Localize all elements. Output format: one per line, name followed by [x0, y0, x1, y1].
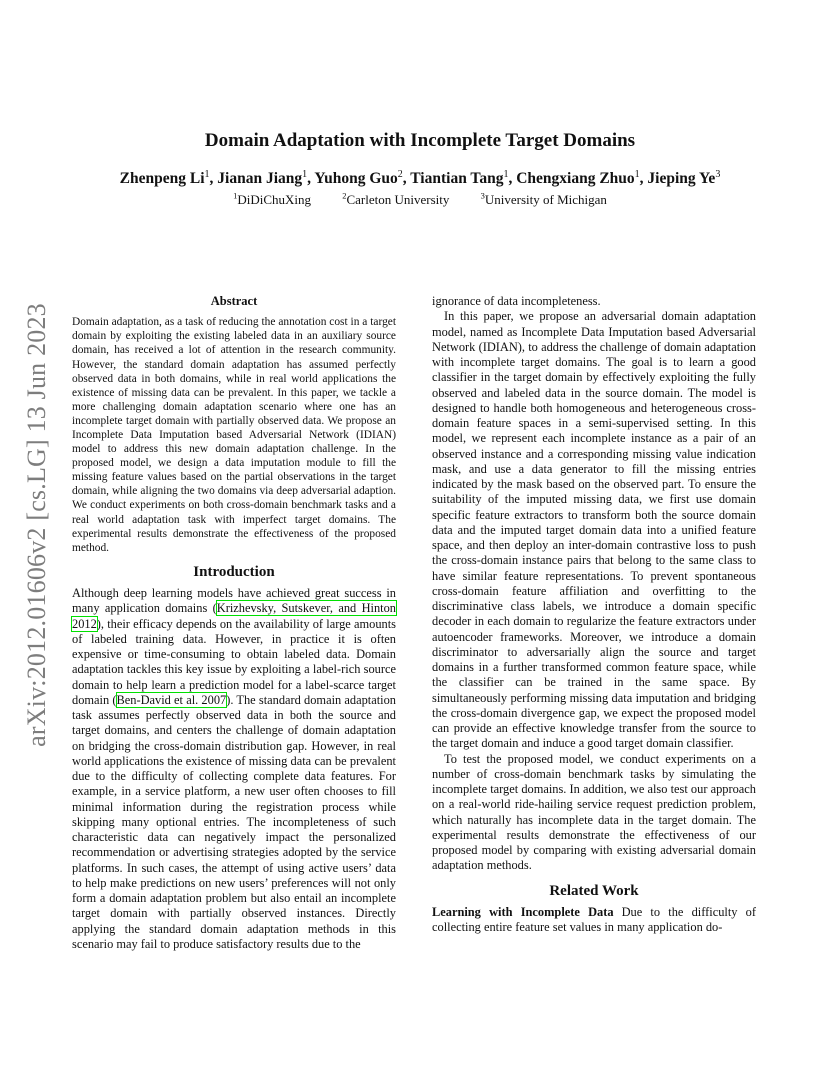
abstract-heading: Abstract — [210, 294, 258, 308]
author: Yuhong Guo$^2$ — [314, 168, 403, 187]
affiliation-list — [70, 192, 770, 208]
introduction-heading: Introduction — [193, 563, 275, 580]
right-column — [432, 294, 756, 935]
introduction-paragraph-3: To test the proposed model, we conduct experiments on a number of cross-domain benchmark tasks by simulating the incomplete target domains. In addition, we also test our approach on a real-world ride-hailing service request prediction problem, which naturally has incomplete data in the target domain. The experimental results demonstrate the effectiveness of our proposed model by comparing with existing adversarial domain adaptation methods. — [432, 751, 756, 873]
citation-link[interactable]: Krizhevsky, Sutskever, and Hinton 2012 — [72, 601, 396, 631]
introduction-paragraph-1-continued: ignorance of data incompleteness. — [432, 294, 601, 308]
author: Chengxiang Zhuo$^1$ — [516, 168, 640, 187]
author: Zhenpeng Li$^1$ — [119, 168, 210, 187]
introduction-paragraph-1: Although deep learning models have achieved great success in many application domains (Krizhevsky, Sutskever, and Hinton 2012), their efficacy depends on the availability of large amounts of labeled training data. However, in practice it is often expensive or time-consuming to obtain labeled data. Domain adaptation tackles this key issue by exploiting a label-rich source domain to help learn a prediction model for a label-scarce target domain (Ben-David et al. 2007). The standard domain adaptation task assumes perfectly observed data in both the source and target domains, and centers the challenge of domain adaptation on bridging the cross-domain distribution gap. However, in real world applications the existence of missing data can be prevalent due to the difficulty of collecting complete data features. For example, in a service platform, a new user often chooses to fill minimal information during the registration process while skipping many optional entries. The incompleteness of such characteristic data can negatively impact the personalized recommendation or advertising strategies adopted by the service platforms. In such cases, the attempt of using active users’ data to help make predictions on new users’ preferences will not only form a domain adaptation problem but also entail an incomplete target domain with partially observed instances. Directly applying the standard domain adaptation methods in this scenario may fail to produce satisfactory results due to the — [72, 586, 397, 951]
affiliation: $^1$DiDiChuXing — [233, 190, 311, 207]
author: Tiantian Tang$^1$ — [410, 168, 509, 187]
left-column — [72, 294, 396, 952]
related-work-paragraph: Learning with Incomplete Data Due to the difficulty of collecting entire feature set values in many application do- — [432, 904, 757, 934]
arxiv-identifier-text: arXiv:2012.01606v2 [cs.LG] 13 Jun 2023 — [22, 303, 51, 747]
paper-title: Domain Adaptation with Incomplete Target Domains — [204, 130, 636, 151]
paragraph-heading: Learning with Incomplete Data — [432, 904, 614, 919]
abstract-text: Domain adaptation, as a task of reducing the annotation cost in a target domain by exploiting the existing labeled data in an auxiliary source domain, has received a lot of attention in the research community. However, the standard domain adaptation has assumed perfectly observed data in both domains, while in real world applications the existence of missing data can be prevalent. In this paper, we tackle a more challenging domain adaptation scenario where one has an incomplete target domain with partially observed data. We propose an Incomplete Data Imputation based Adversarial Network (IDIAN) model to address this new domain adaptation challenge. In the proposed model, we design a data imputation module to fill the missing feature values based on the partial observations in the target domain, while aligning the two domains via deep adversarial adaption. We conduct experiments on both cross-domain benchmark tasks and a real world adaptation task with imperfect target domains. The experimental results demonstrate the effectiveness of the proposed method. — [72, 316, 396, 554]
author: Jianan Jiang$^1$ — [217, 168, 308, 187]
author: Jieping Ye$^3$ — [647, 168, 721, 187]
author-list: Zhenpeng Li$^1$, Jianan Jiang$^1$, Yuhong Guo$^2$, Tiantian Tang$^1$, Chengxiang Zhuo$^1$, Jieping Ye$^3$ — [119, 168, 721, 187]
citation-link[interactable]: Ben-David et al. 2007 — [116, 692, 227, 707]
affiliation: $^2$Carleton University — [342, 190, 450, 207]
introduction-paragraph-2: In this paper, we propose an adversarial domain adaptation model, named as Incomplete Data Imputation based Adversarial Network (IDIAN), to address the challenge of domain adaptation with incomplete target domains. The goal is to learn a good classifier in the target domain by effectively exploiting the fully observed and labeled data in the source domain. The model is designed to handle both homogeneous and heterogeneous cross-domain feature spaces in a semi-supervised setting. In this model, we represent each incomplete instance as a pair of an observed instance and a corresponding missing value indication mask, and use a data generator to fill the missing entries indicated by the mask based on the observed part. To ensure the suitability of the imputed missing data, we first use domain specific feature extractors to transform both the source domain data and the imputed target domain data into a unified feature space, and then deploy an inter-domain contrastive loss to push the cross-domain instance pairs that belong to the same class to have similar feature representations. To prevent spontaneous cross-domain feature affiliation and overfitting to the discriminative class labels, we introduce a domain specific decoder in each domain to regularize the feature extractors under autoencoder frameworks. Moreover, we introduce a domain discriminator to adversarially align the source and target domains in a further transformed common feature space, while the classifier can be trained in the same space. By simultaneously performing missing data imputation and bridging the cross-domain divergence gap, we expect the proposed model can provide an effective knowledge transfer from the source to the target domain and induce a good target domain classifier. — [432, 309, 756, 751]
arxiv-identifier — [23, 290, 51, 760]
affiliation: $^3$University of Michigan — [480, 190, 607, 207]
related-work-heading: Related Work — [549, 882, 639, 899]
